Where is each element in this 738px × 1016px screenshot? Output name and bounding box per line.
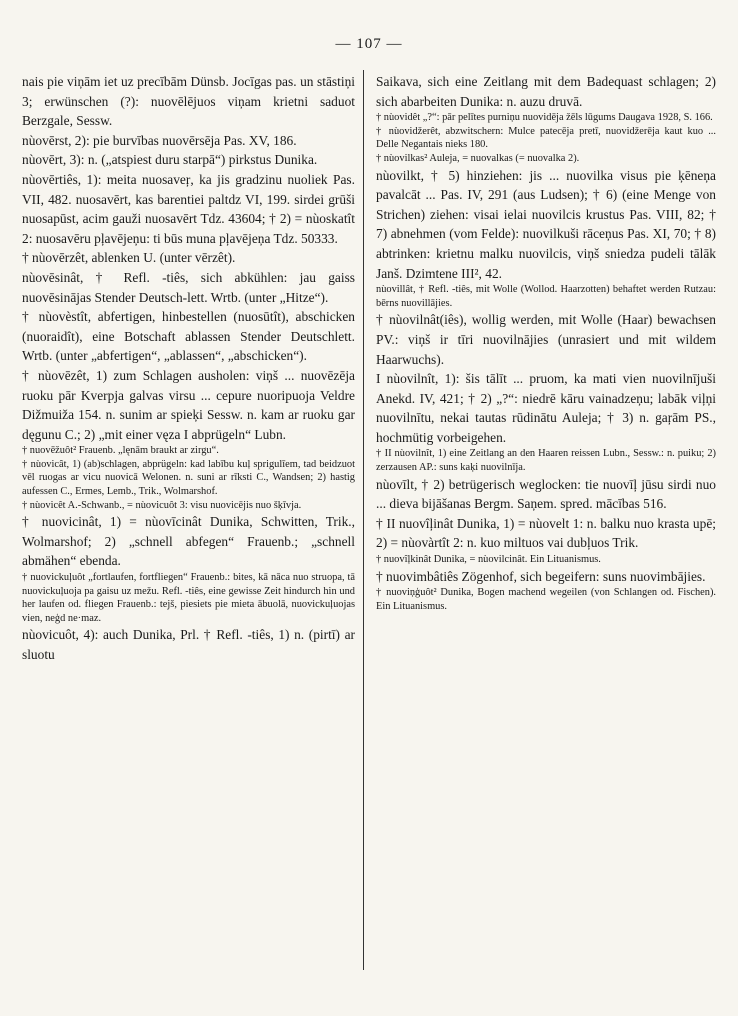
dictionary-entry: nais pie viņām iet uz precībām Dünsb. Jocīgas pas. un stāstiņi 3; erwünschen (?): nuovēlējuos viņam krietni saduot Berzgale, Sessw. xyxy=(22,74,355,129)
dictionary-entry: nùovilkt, † 5) hinziehen: jis ... nuovilka visus pie ķēneņa pavalcāt ... Pas. IV, 291 (aus Ludsen); † 6) (eine Menge von Strichen) ziehen: visai ielai nuovilcis krustus Pas. VIII, 82; † 7) abnehmen (vom Felde): nuovilkuši rāceņus Pas. XI, 70; † 8) abtrinken: krietnu malku nuovilcis, viņš sniedza pudeli tālāk Janš. Dzimtene III², 42. xyxy=(376,167,716,281)
dictionary-entry: nùovērt, 3): n. („atspiest duru starpā“) pirkstus Dunika. xyxy=(22,152,318,168)
dictionary-entry: Saikava, sich eine Zeitlang mit dem Badequast schlagen; 2) sich abarbeiten Dunika: n. auzu druvā. xyxy=(376,74,716,109)
dictionary-entry: † nuoviņģuôt² Dunika, Bogen machend wegeilen (von Schlangen od. Fischen). Ein Lituanismus. xyxy=(376,587,716,612)
dictionary-entry: † nùovērzêt, ablenken U. (unter vērzêt). xyxy=(22,250,236,266)
dictionary-entry: † nùovilkas² Auleja, = nuovalkas (= nuovalka 2). xyxy=(376,152,580,164)
dictionary-entry: † nuovimbâtiês Zögenhof, sich begeifern: suns nuovimbājies. xyxy=(376,568,706,584)
dictionary-entry: † nuovickuļuôt „fortlaufen, fortfliegen“ Frauenb.: bites, kā nāca nuo struopa, tā nuovickuļuoja pa gaisu uz mežu. Refl. -tiês, eine gewisse Zeit hindurch hin und her laufen od. fliegen Frauenb.: tejš, piesiets pie mieta ābuolā, nuovickuļuojas vien, neģd ne·maz. xyxy=(22,572,355,624)
right-column xyxy=(376,72,716,1002)
dictionary-entry: † nùovicât, 1) (ab)schlagen, abprügeln: kad labību kuļ sprigulīem, tad beidzuot vēl ruogas ar vicu nuovicā Welonen. n. suni ar rīksti C., Wandsen; 2) hastig aufessen C., Ermes, Lemb., Trik., Wolmarshof. xyxy=(22,458,355,498)
dictionary-entry: nùovīlt, † 2) betrügerisch weglocken: tie nuovīļ jūsu sirdi nuo ... dieva bijāšanas Bergm. Saņem. spred. mācības 516. xyxy=(376,476,716,512)
dictionary-entry: † nùovēzêt, 1) zum Schlagen ausholen: viņš ... nuovēzēja ruoku pār Kverpja galvas virsu ... cepure nuoripuoja Veldre Dižmuiža 154. n. sunim ar spieķi Sessw. n. kam ar ruoku gar dęgunu C.; 2) „mit einer vęza I abprügeln“ Lubn. xyxy=(22,367,355,442)
dictionary-entry: nùovērtiês, 1): meita nuosaveŗ, ka jis gradzinu nuoliek Pas. VII, 482. nuosavērt, kas barentiei paltdz VI, 199. sirdei grūši nuosapūst, acim gauži nuosavērt Tdz. 43604; † 2) = nùoskatît 2: nuosavēru pļavējeņu: ti būs muna pļavējeņa Tdz. 50333. xyxy=(22,171,355,246)
dictionary-entry: nùovicuôt, 4): auch Dunika, Prl. † Refl. -tiês, 1) n. (pirtī) ar sluotu xyxy=(22,627,355,662)
dictionary-entry: nùovēsinât, † Refl. -tiês, sich abkühlen: jau gaiss nuovēsinājas Stender Deutsch-lett. Wrtb. (unter „Hitze“). xyxy=(22,269,355,305)
dictionary-entry: † nùovicêt A.-Schwanb., = nùovicuôt 3: visu nuovicējis nuo šķīvja. xyxy=(22,499,302,511)
left-column xyxy=(22,72,355,1002)
dictionary-entry: † nuovîļkinât Dunika, = nùovilcinât. Ein Lituanismus. xyxy=(376,554,601,566)
dictionary-entry: † nùovèstît, abfertigen, hinbestellen (nuosūtît), abschicken (nuoraidît), eine Botschaft ablassen Stender Deutschlett. Wrtb. (unter „abfertigen“, „ablassen“, „abschicken“). xyxy=(22,309,355,364)
dictionary-entry: † nuovēžuôt² Frauenb. „lęnām braukt ar zirgu“. xyxy=(22,445,219,457)
dictionary-entry: nùovillât, † Refl. -tiês, mit Wolle (Wollod. Haarzotten) behaftet werden Rutzau: bērns nuovillājies. xyxy=(376,284,716,309)
dictionary-entry: † nùovilnât(iês), wollig werden, mit Wolle (Haar) bewachsen PV.: viņš ir tīri nuovilnājies (unrasiert und mit wildem Haarwuchs). xyxy=(376,312,716,367)
dictionary-entry: nùovērst, 2): pie burvības nuovērsēja Pas. XV, 186. xyxy=(22,132,297,148)
dictionary-entry: † II nuovîļinât Dunika, 1) = nùovelt 1: n. balku nuo krasta upē; 2) = nùovàrtît 2: n. kuo miltuos vai dubļuos Trik. xyxy=(376,515,716,551)
dictionary-entry: † II nùovilnît, 1) eine Zeitlang an den Haaren reissen Lubn., Sessw.: n. puiku; 2) zerzausen AP.: suns kaķi nuovilnīja. xyxy=(376,448,716,474)
dictionary-entry: † nuovicinât, 1) = nùovīcinât Dunika, Schwitten, Trik., Wolmarshof; 2) „schnell abfegen“ Frauenb.; „schnell abmähen“ ebenda. xyxy=(22,514,355,569)
dictionary-entry: † nùovidêt „?“: pār pelītes purniņu nuovidēja žēls lūgums Daugava 1928, S. 166. xyxy=(376,112,713,124)
dictionary-entry: I nùovilnît, 1): šis tālīt ... pruom, ka mati vien nuovilnījuši Anekd. IV, 421; † 2) „?“: niedrē kāru vainadzeņu; labāk viļņi nuovilnītu, nekai tautas rūdinātu Auleja; † 3) n. gaŗām PS., hochmütig vorbeigehen. xyxy=(376,371,716,445)
column-divider xyxy=(363,70,364,970)
page-number: — 107 — xyxy=(335,36,403,52)
dictionary-entry: † nùovidžerêt, abzwitschern: Mulce patecēja pretī, nuovidžerēja kaut kuo ... Delle Negantais nieks 180. xyxy=(376,125,716,151)
